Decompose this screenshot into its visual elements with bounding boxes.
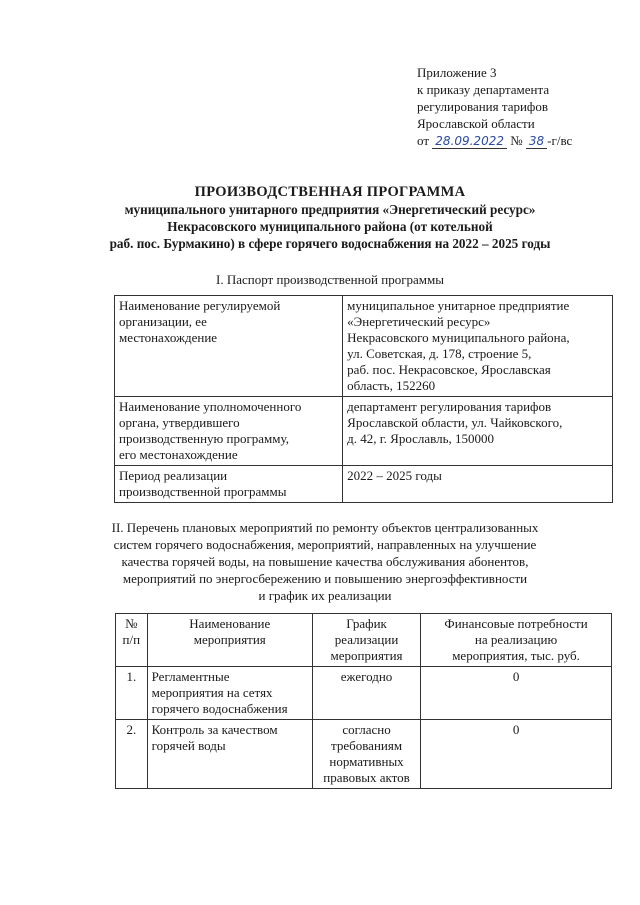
row-schedule [312, 667, 420, 720]
column-header [116, 614, 148, 667]
heading-line: качества горячей воды, на повышение качества обслуживания абонентов, [121, 554, 529, 569]
column-header [312, 614, 420, 667]
passport-label-cell [115, 296, 343, 397]
column-header [147, 614, 312, 667]
cell-line: ул. Советская, д. 178, строение 5, [347, 346, 532, 361]
title-line: муниципального унитарного предприятия «Энергетический ресурс» [124, 202, 536, 217]
cell-line: органа, утвердившего [119, 415, 240, 430]
date-prefix: от [417, 133, 430, 148]
plan-table [115, 613, 612, 789]
cell-line: производственной программы [119, 484, 287, 499]
passport-label-cell [115, 466, 343, 503]
cell-line: 2022 – 2025 годы [347, 468, 442, 483]
appendix-line: Приложение 3 [417, 65, 497, 80]
passport-label-cell [115, 397, 343, 466]
row-name [147, 667, 312, 720]
table-row [115, 296, 613, 397]
appendix-line: к приказу департамента [417, 82, 550, 97]
row-name [147, 720, 312, 789]
cell-line: нормативных [329, 754, 404, 769]
row-cost: 0 [421, 720, 612, 789]
document-title [60, 184, 600, 252]
row-cost: 0 [421, 667, 612, 720]
table-row [116, 720, 612, 789]
title-line: Некрасовского муниципального района (от котельной [167, 219, 493, 234]
cell-line: область, 152260 [347, 378, 436, 393]
cell-line: Некрасовского муниципального района, [347, 330, 570, 345]
number-suffix: -г/вс [547, 133, 573, 148]
cell-line: муниципальное унитарное предприятие [347, 298, 570, 313]
cell-line: мероприятия [330, 648, 403, 663]
passport-table [114, 295, 613, 503]
cell-line: Ярославской области, ул. Чайковского, [347, 415, 563, 430]
appendix-date-line [417, 132, 572, 150]
cell-line: согласно [342, 722, 391, 737]
cell-line: мероприятия, тыс. руб. [452, 648, 580, 663]
passport-value-cell [343, 397, 613, 466]
cell-line: производственную программу, [119, 431, 289, 446]
handwritten-date: 28.09.2022 [432, 134, 507, 149]
heading-line: систем горячего водоснабжения, мероприятий, направленных на улучшение [113, 537, 537, 552]
cell-line: требованиям [330, 738, 403, 753]
heading-line: мероприятий по энергосбережению и повышению энергоэффективности [122, 571, 528, 586]
cell-line: мероприятия на сетях [151, 685, 273, 700]
row-number: 1. [116, 667, 148, 720]
column-header [421, 614, 612, 667]
cell-line: ежегодно [340, 669, 393, 684]
cell-line: Наименование уполномоченного [119, 399, 302, 414]
cell-line: «Энергетический ресурс» [347, 314, 491, 329]
title-line: раб. пос. Бурмакино) в сфере горячего водоснабжения на 2022 – 2025 годы [109, 236, 551, 251]
appendix-line: регулирования тарифов [417, 99, 548, 114]
cell-line: горячего водоснабжения [151, 701, 288, 716]
cell-line: местонахождение [119, 330, 218, 345]
cell-line: № [125, 616, 138, 631]
cell-line: реализации [334, 632, 399, 647]
cell-line: График [346, 616, 387, 631]
appendix-line: Ярославской области [417, 116, 535, 131]
cell-line: Регламентные [151, 669, 230, 684]
cell-line: организации, ее [119, 314, 207, 329]
row-number: 2. [116, 720, 148, 789]
number-label: № [510, 133, 523, 148]
title-line: ПРОИЗВОДСТВЕННАЯ ПРОГРАММА [194, 184, 466, 200]
table-header-row [116, 614, 612, 667]
cell-line: раб. пос. Некрасовское, Ярославская [347, 362, 551, 377]
table-row [115, 397, 613, 466]
passport-value-cell [343, 466, 613, 503]
cell-line: Финансовые потребности [444, 616, 588, 631]
row-schedule [312, 720, 420, 789]
cell-line: горячей воды [151, 738, 226, 753]
passport-value-cell [343, 296, 613, 397]
cell-line: Наименование [189, 616, 271, 631]
cell-line: Наименование регулируемой [119, 298, 281, 313]
cell-line: Контроль за качеством [151, 722, 278, 737]
heading-line: II. Перечень плановых мероприятий по ремонту объектов централизованных [111, 520, 539, 535]
table-row [115, 466, 613, 503]
heading-line: и график их реализации [258, 588, 392, 603]
cell-line: д. 42, г. Ярославль, 150000 [347, 431, 495, 446]
section1-heading: I. Паспорт производственной программы [216, 272, 444, 287]
cell-line: департамент регулирования тарифов [347, 399, 552, 414]
table-row [116, 667, 612, 720]
appendix-block [417, 64, 572, 150]
cell-line: на реализацию [474, 632, 558, 647]
cell-line: п/п [122, 632, 141, 647]
section2-heading [95, 519, 555, 604]
handwritten-number: 38 [526, 134, 547, 149]
cell-line: Период реализации [119, 468, 228, 483]
cell-line: мероприятия [193, 632, 266, 647]
cell-line: правовых актов [323, 770, 410, 785]
cell-line: его местонахождение [119, 447, 238, 462]
